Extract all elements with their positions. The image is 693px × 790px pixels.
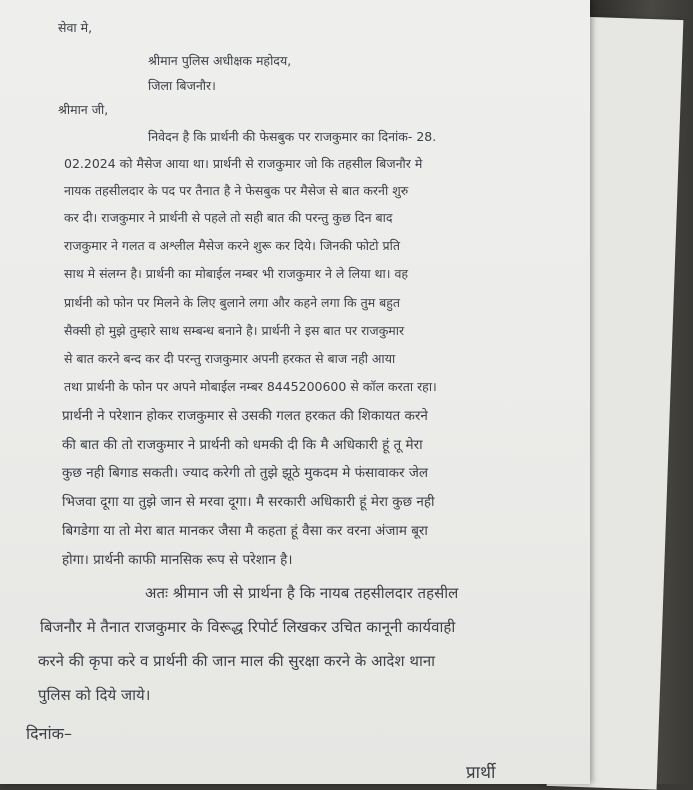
body-line: तथा प्रार्थनी के फोन पर अपने मोबाईल नम्बर 8445200600 से कॉल करता रहा। <box>64 379 437 394</box>
body-line: बिगडेगा या तो मेरा बात मानकर जैसा मै कहता हूं वैसा कर वरना अंजाम बूरा <box>62 523 428 539</box>
request-line: पुलिस को दिये जाये। <box>38 686 151 704</box>
body-line: निवेदन है कि प्रार्थनी की फेसबुक पर राजकुमार का दिनांक- 28. <box>148 129 437 144</box>
body-line: से बात करने बन्द कर दी परन्तु राजकुमार अपनी हरकत से बाज नही आया <box>64 351 396 366</box>
request-line: बिजनौर मे तैनात राजकुमार के विरूद्ध रिपोर्ट लिखकर उचित कानूनी कार्यवाही <box>40 618 456 636</box>
body-line: भिजवा दूगा या तुझे जान से मरवा दूगा। मै सरकारी अधिकारी हूं मेरा कुछ नही <box>62 494 435 510</box>
body-line: होगा। प्रार्थनी काफी मानसिक रूप से परेशान है। <box>62 552 293 568</box>
addressee-district: जिला बिजनौर। <box>148 78 216 93</box>
body-line: राजकुमार ने गलत व अश्लील मैसेज करने शुरू कर दिये। जिनकी फोटो प्रति <box>64 238 400 253</box>
body-line: सैक्सी हो मुझे तुम्हारे साथ सम्बन्ध बनाने है। प्रार्थनी ने इस बात पर राजकुमार <box>64 323 405 338</box>
date-label: दिनांक– <box>26 724 72 743</box>
body-line: प्रार्थनी को फोन पर मिलने के लिए बुलाने लगा और कहने लगा कि तुम बहुत <box>64 295 401 310</box>
request-line: अतः श्रीमान जी से प्रार्थना है कि नायब तहसीलदार तहसील <box>145 584 459 602</box>
body-line: कर दी। राजकुमार ने प्रार्थनी से पहले तो सही बात की परन्तु कुछ दिन बाद <box>64 210 393 225</box>
signature-label: प्रार्थी <box>466 763 496 783</box>
request-line: करने की कृपा करे व प्रार्थनी की जान माल की सुरक्षा करने के आदेश थाना <box>38 652 436 670</box>
greeting: श्रीमान जी, <box>58 102 109 117</box>
body-line: प्रार्थनी ने परेशान होकर राजकुमार से उसकी गलत हरकत की शिकायत करने <box>62 408 428 424</box>
addressee-title: श्रीमान पुलिस अधीक्षक महोदय, <box>148 53 292 68</box>
salutation-to: सेवा मे, <box>58 20 93 35</box>
body-line: साथ मे संलग्न है। प्रार्थनी का मोबाईल नम्बर भी राजकुमार ने ले लिया था। वह <box>64 266 409 281</box>
body-line: कुछ नही बिगाड सकती। ज्याद करेगी तो तुझे झूठे मुकदम मे फंसावाकर जेल <box>62 465 429 481</box>
body-line: 02.2024 को मैसेज आया था। प्रार्थनी से राजकुमार जो कि तहसील बिजनौर मे <box>64 156 423 171</box>
body-line: की बात की तो राजकुमार ने प्रार्थनी को धमकी दी कि मै अधिकारी हूं तू मेरा <box>62 437 423 453</box>
body-line: नायक तहसीलदार के पद पर तैनात है ने फेसबुक पर मैसेज से बात करनी शुरु <box>64 183 409 198</box>
